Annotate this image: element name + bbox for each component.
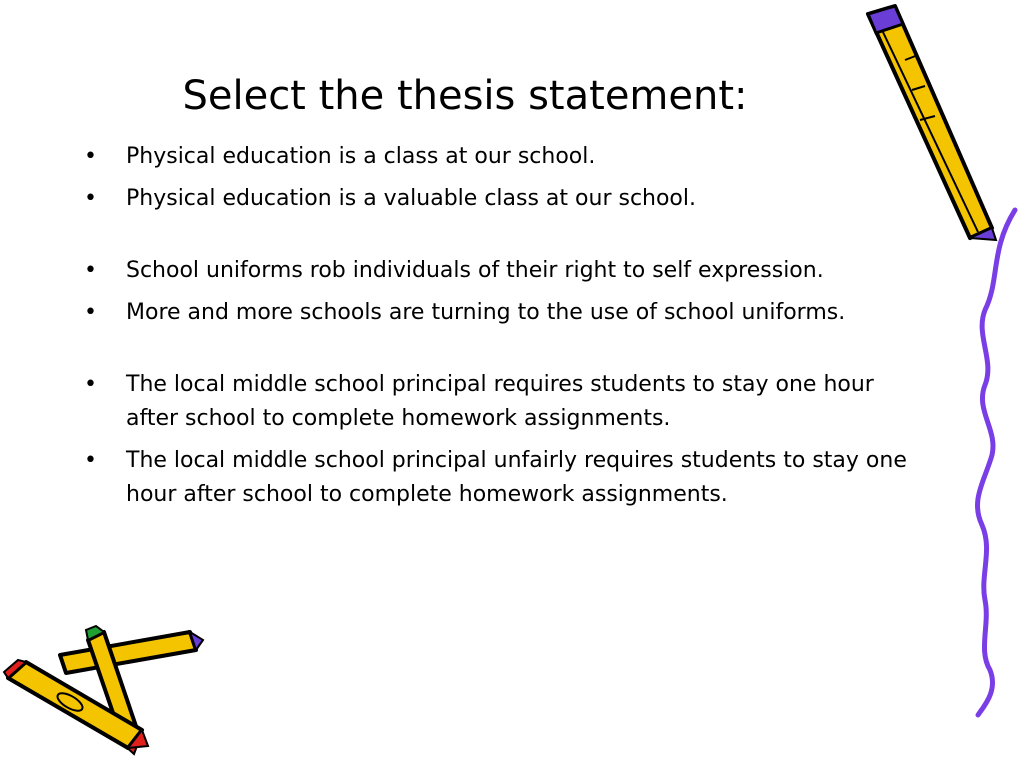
pencil-icon: [86, 626, 140, 754]
list-item: [84, 296, 924, 330]
list-item-text: School uniforms rob individuals of their right to self expression.: [126, 258, 824, 283]
slide-title: Select the thesis statement:: [182, 73, 748, 119]
list-item-text: The local middle school principal requires students to stay one hour after school to complete homework assignments.: [126, 372, 874, 431]
list-item: [84, 368, 924, 436]
bullet-marker: •: [84, 372, 97, 397]
pencil-icon: [4, 660, 148, 748]
bullet-marker: •: [84, 144, 97, 169]
list-item: [84, 140, 924, 174]
list-item: [84, 444, 924, 512]
bullet-marker: •: [84, 258, 97, 283]
bullet-marker: •: [84, 448, 97, 473]
pencil-icon: [60, 632, 203, 673]
list-item-text: More and more schools are turning to the use of school uniforms.: [126, 300, 846, 325]
list-item-text: The local middle school principal unfairly requires students to stay one hour after school to complete homework assignments.: [126, 448, 907, 507]
bullet-marker: •: [84, 300, 97, 325]
squiggle-line-icon: [977, 210, 1015, 715]
list-item-text: Physical education is a valuable class at our school.: [126, 186, 697, 211]
list-item: [84, 254, 924, 288]
list-item: [84, 182, 924, 216]
bullet-marker: •: [84, 186, 97, 211]
list-item-text: Physical education is a class at our school.: [126, 144, 596, 169]
bullet-list: [84, 140, 924, 520]
